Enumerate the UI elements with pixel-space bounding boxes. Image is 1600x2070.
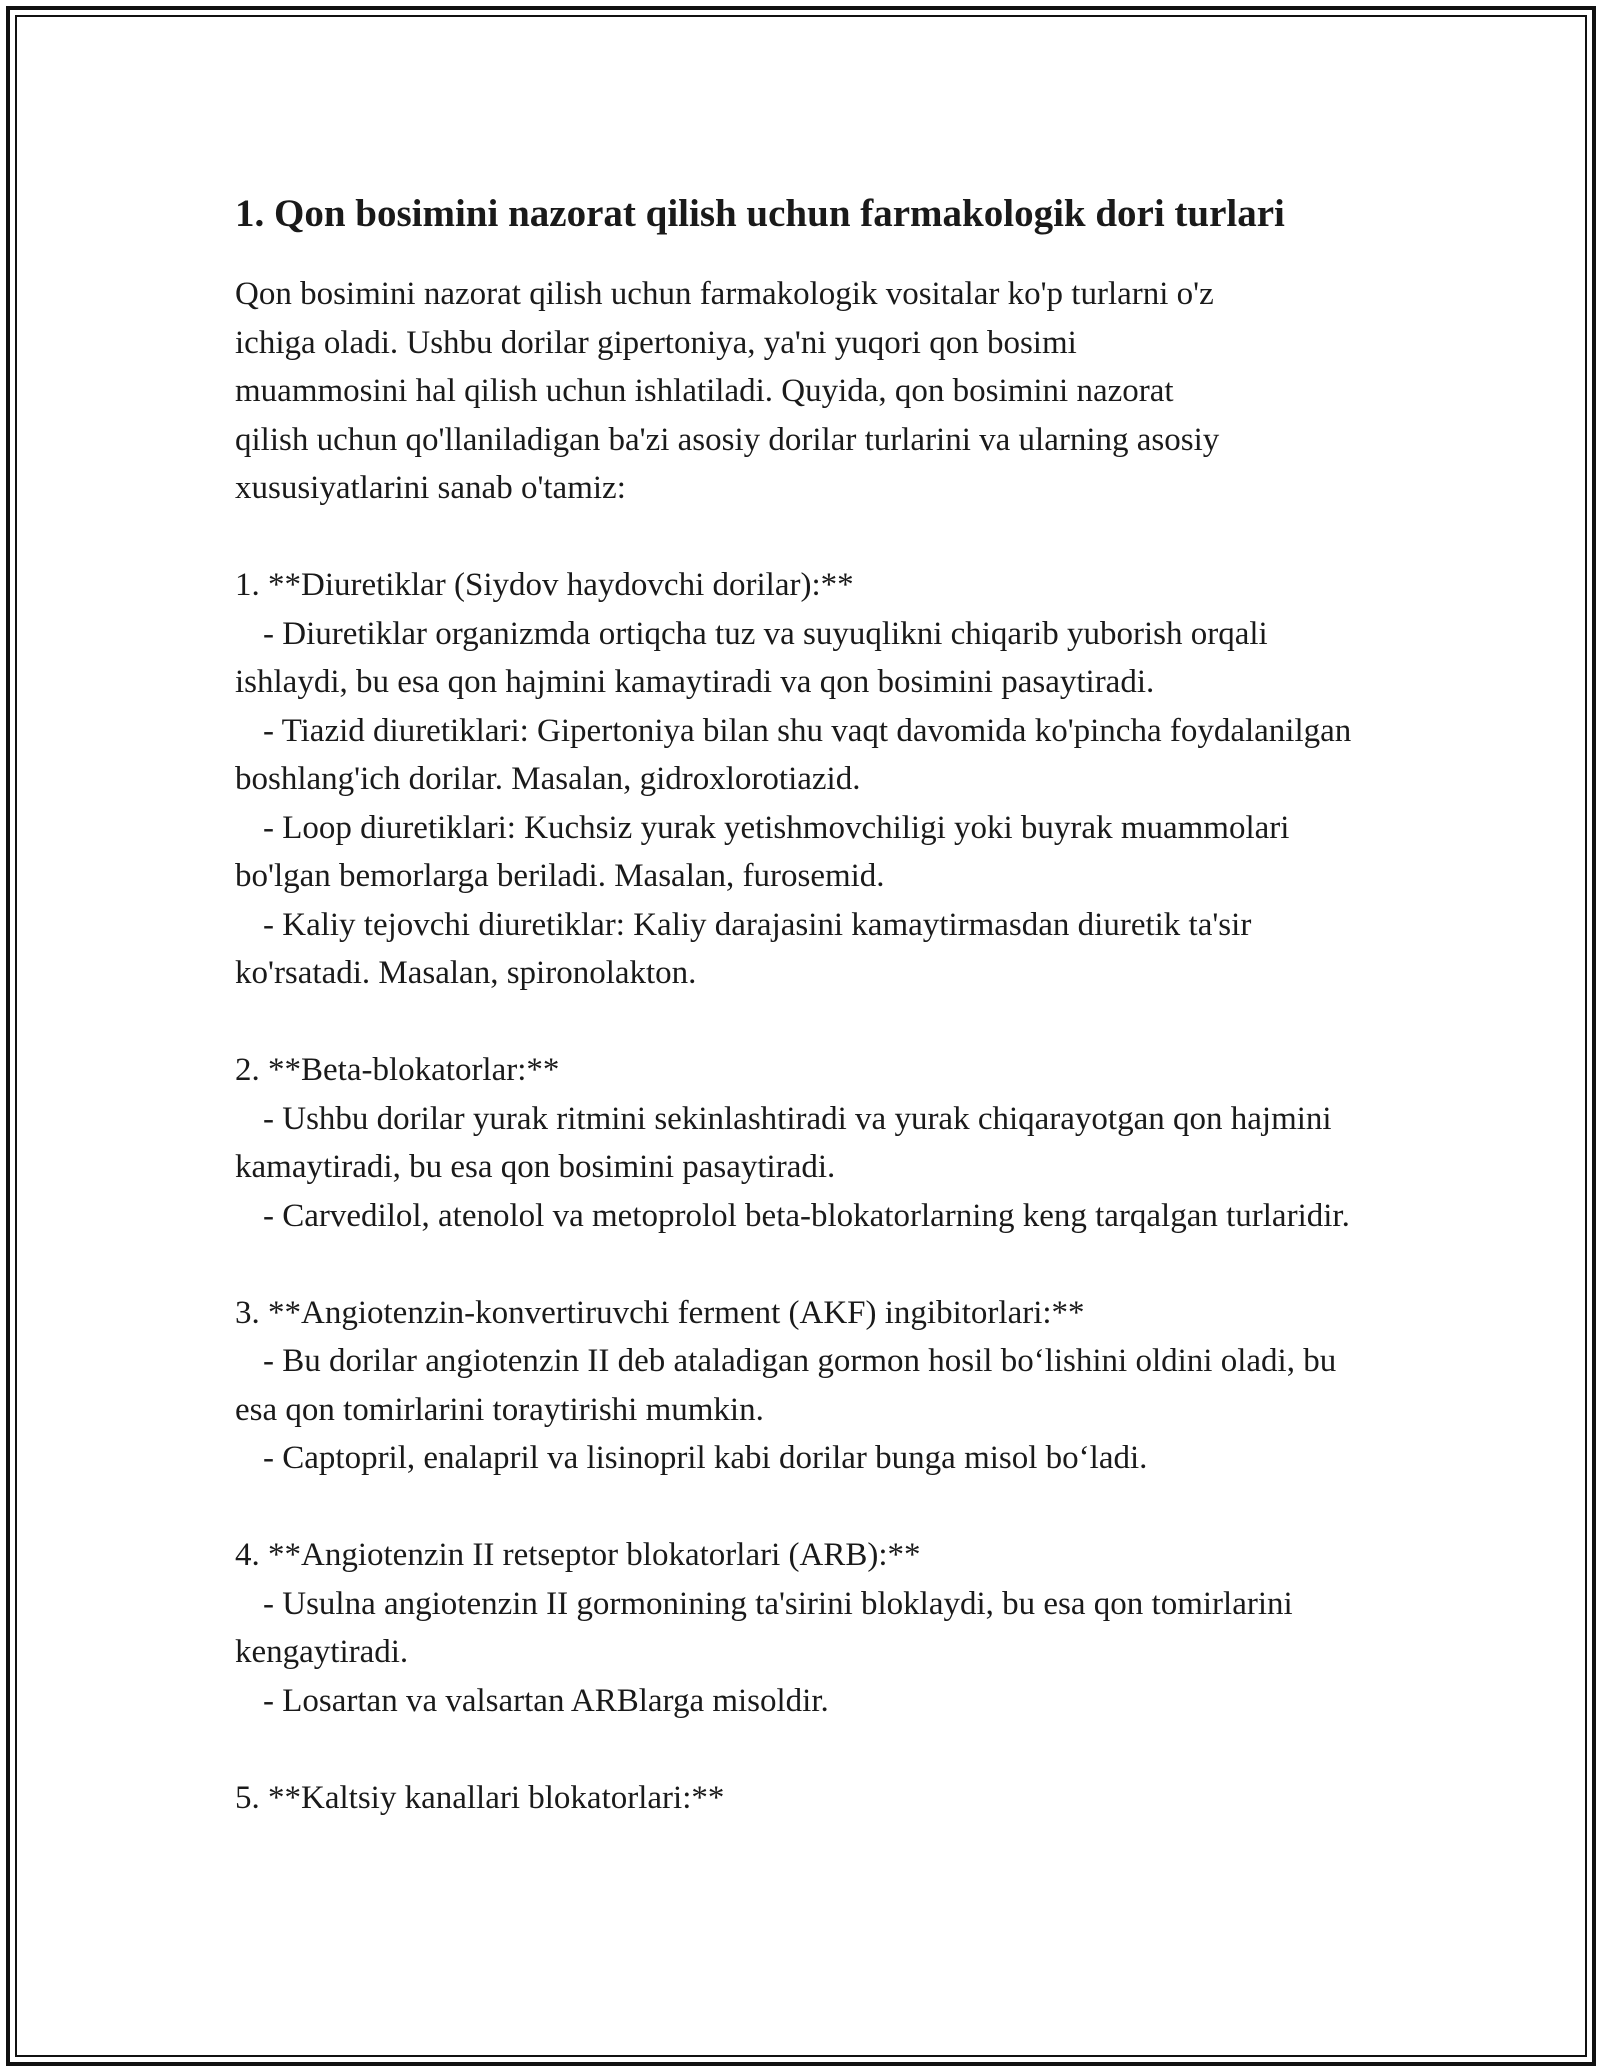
list-item: - Captopril, enalapril va lisinopril kabi dorilar bunga misol bo‘ladi. — [263, 1440, 1148, 1476]
section-heading: 4. **Angiotenzin II retseptor blokatorlari (ARB):** — [235, 1537, 921, 1573]
section-heading: 2. **Beta-blokatorlar:** — [235, 1052, 560, 1088]
section-heading: 3. **Angiotenzin-konvertiruvchi ferment (AKF) ingibitorlari:** — [235, 1294, 1085, 1331]
intro-paragraph: Qon bosimini nazorat qilish uchun farmakologik vositalar ko'p turlarni o'z ichiga oladi. Ushbu dorilar gipertoniya, ya'ni yuqori qon bosimi muammosini hal qilish uchun ishlatiladi. Quyida, qon bosimini nazorat qilish uchun qo'llaniladigan ba'zi asosiy dorilar turlarini va ularning asosiy xususiyatlarini sanab o'tamiz: — [235, 276, 1220, 506]
document-title: 1. Qon bosimini nazorat qilish uchun farmakologik dori turlari — [235, 192, 1285, 235]
section-heading: 5. **Kaltsiy kanallari blokatorlari:** — [235, 1779, 725, 1816]
list-item: - Diuretiklar organizmda ortiqcha tuz va suyuqlikni chiqarib yuborish orqali ishlaydi, bu esa qon hajmini kamaytiradi va qon bosimini pasaytiradi. — [235, 615, 1268, 700]
section-calcium-channel-blockers — [235, 1774, 1385, 1823]
list-item: - Usulna angiotenzin II gormonining ta'sirini bloklaydi, bu esa qon tomirlarini kengaytiradi. — [235, 1585, 1293, 1670]
list-item: - Bu dorilar angiotenzin II deb ataladigan gormon hosil bo‘lishini oldini oladi, bu esa qon tomirlarini toraytirishi mumkin. — [235, 1343, 1337, 1428]
section-ace-inhibitors — [235, 1289, 1385, 1483]
list-item: - Carvedilol, atenolol va metoprolol beta-blokatorlarning keng tarqalgan turlaridir. — [263, 1197, 1350, 1234]
list-item: - Ushbu dorilar yurak ritmini sekinlashtiradi va yurak chiqarayotgan qon hajmini kamaytiradi, bu esa qon bosimini pasaytiradi. — [235, 1100, 1332, 1185]
document-body — [235, 186, 1385, 1822]
section-heading: 1. **Diuretiklar (Siydov haydovchi dorilar):** — [235, 567, 854, 603]
list-item: - Kaliy tejovchi diuretiklar: Kaliy darajasini kamaytirmasdan diuretik ta'sir ko'rsatadi. Masalan, spironolakton. — [235, 906, 1252, 991]
list-item: - Losartan va valsartan ARBlarga misoldir. — [263, 1682, 829, 1719]
section-diuretics — [235, 561, 1385, 998]
list-item: - Loop diuretiklari: Kuchsiz yurak yetishmovchiligi yoki buyrak muammolari bo'lgan bemorlarga beriladi. Masalan, furosemid. — [235, 809, 1290, 894]
section-beta-blockers — [235, 1046, 1385, 1240]
section-arb — [235, 1531, 1385, 1725]
list-item: - Tiazid diuretiklari: Gipertoniya bilan shu vaqt davomida ko'pincha foydalanilgan boshlang'ich dorilar. Masalan, gidroxlorotiazid. — [235, 712, 1352, 797]
